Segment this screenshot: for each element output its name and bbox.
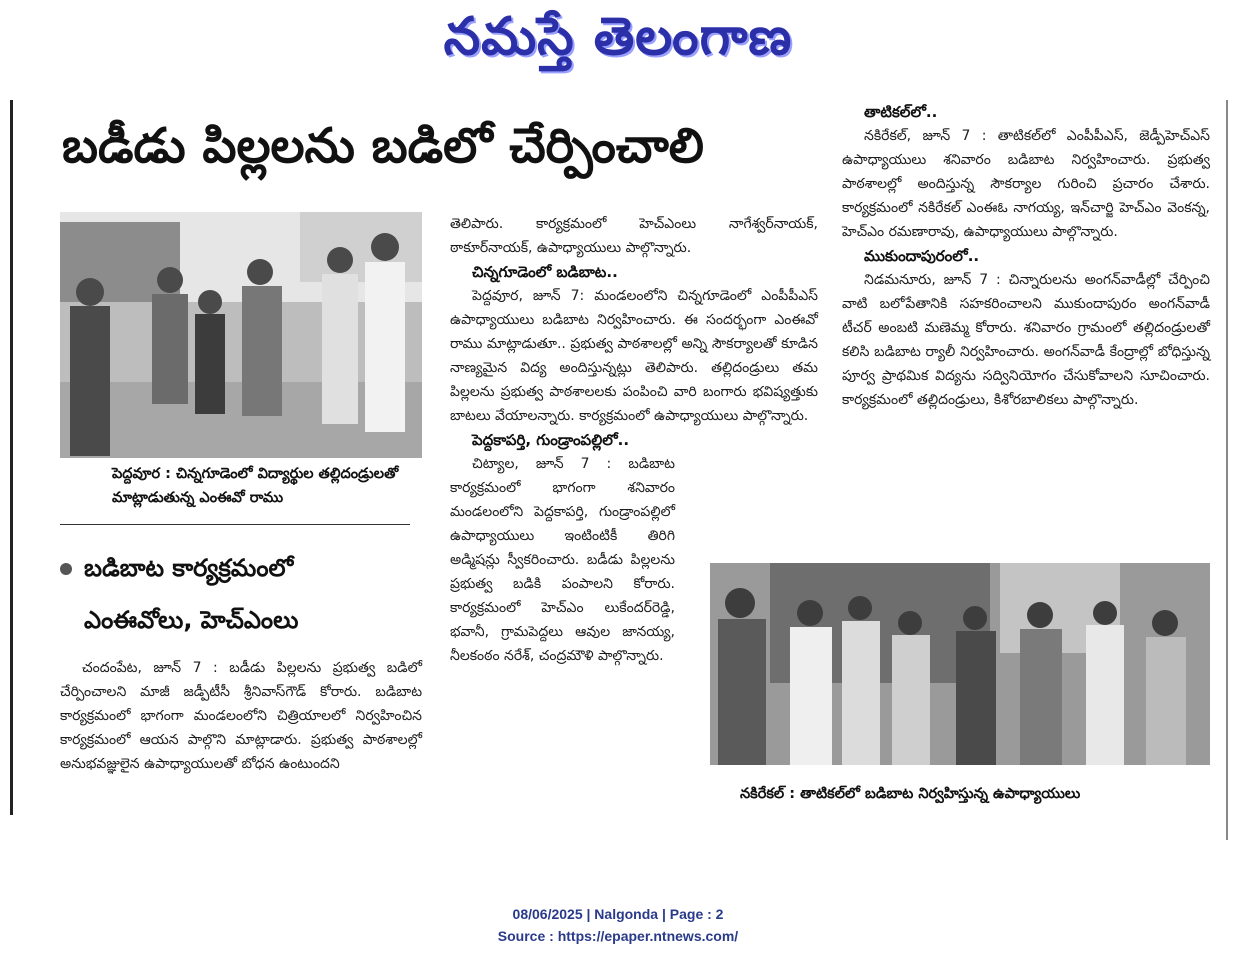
footer-source-link[interactable]: Source : https://epaper.ntnews.com/ <box>497 928 739 944</box>
sub-story-headline: బడిబాట కార్యక్రమంలో <box>60 554 430 588</box>
section-heading-tatikal: తాటికల్‌లో.. <box>864 103 938 121</box>
right-news-photo <box>710 563 1210 765</box>
page-edge-rule-right <box>1226 100 1228 840</box>
section-heading-chinnagudem: చిన్నగూడెంలో బడిబాట.. <box>472 263 618 281</box>
newspaper-masthead: నమస్తే తెలంగాణ <box>443 6 793 67</box>
middle-intro: తెలిపారు. కార్యక్రమంలో హెచ్‌ఎంలు నాగేశ్వర్‌నాయక్, ఠాకూర్‌నాయక్, ఉపాధ్యాయులు పాల్గొన్నారు. <box>450 216 818 256</box>
sub-story-headline-line2: ఎంఈవోలు, హెచ్‌ఎంలు <box>84 606 299 634</box>
left-news-photo <box>60 212 422 458</box>
section-heading-mukundapuram: ముకుందాపురంలో.. <box>864 247 980 265</box>
article-headline: బడీడు పిల్లలను బడిలో చేర్పించాలి <box>62 118 704 174</box>
bullet-icon <box>60 563 72 575</box>
right-photo-caption: నకిరేకల్ : తాటికల్‌లో బడిబాట నిర్వహిస్తున్న ఉపాధ్యాయులు <box>740 786 1081 802</box>
section-heading-peddakaparthi: పెద్దకాపర్తి, గుండ్రాంపల్లిలో.. <box>472 431 630 449</box>
section-body-chinnagudem: పెద్దవూర, జూన్ 7: మండలంలోని చిన్నగూడెంలో ఎంపీపీఎస్ ఉపాధ్యాయులు బడిబాట నిర్వహించారు. ఈ సందర్భంగా ఎంఈవో రాము మాట్లాడుతూ.. ప్రభుత్వ పాఠశాలల్లో అన్ని సౌకర్యాలతో కూడిన నాణ్యమైన విద్య అందిస్తున్నట్లు తెలిపారు. తల్లిదండ్రులు తమ పిల్లలను ప్రభుత్వ పాఠశాలలకు పంపించి వారి బంగారు భవిష్యత్తుకు బాటలు వేయాలన్నారు. కార్యక్రమంలో ఉపాధ్యాయులు పాల్గొన్నారు. <box>450 288 818 424</box>
section-body-mukundapuram: నిడమనూరు, జూన్ 7 : చిన్నారులను అంగన్‌వాడీల్లో చేర్పించి వాటి బలోపేతానికి సహకరించాలని ముకుందాపురం అంగన్‌వాడీ టీచర్ అంబటి మణెమ్మ కోరారు. శనివారం గ్రామంలో తల్లిదండ్రులతో కలిసి బడిబాట ర్యాలీ నిర్వహించారు. అంగన్‌వాడీ కేంద్రాల్లో బోధిస్తున్న పూర్వ ప్రాథమిక విద్యను సద్వినియోగం చేసుకోవాలని సూచించారు. కార్యక్రమంలో తల్లిదండ్రులు, కిశోరబాలికలు పాల్గొన్నారు. <box>842 272 1210 408</box>
caption-divider <box>60 524 410 525</box>
section-body-tatikal: నకిరేకల్, జూన్ 7 : తాటికల్‌లో ఎంపీపీఎస్, జెడ్పీహెచ్‌ఎస్ ఉపాధ్యాయులు శనివారం బడిబాట నిర్వహించారు. ప్రభుత్వ పాఠశాలల్లో అందిస్తున్న సౌకర్యాల గురించి ప్రచారం చేశారు. కార్యక్రమంలో నకిరేకల్ ఎంఈఓ నాగయ్య, ఇన్‌చార్జి హెచ్‌ఎం వెంకన్న, హెచ్‌ఎం రమణారావు, ఉపాధ్యాయులు పాల్గొన్నారు. <box>842 128 1210 240</box>
sub-story-body: చందంపేట, జూన్ 7 : బడీడు పిల్లలను ప్రభుత్వ బడిలో చేర్పించాలని మాజీ జడ్పీటీసీ శ్రీనివాస్‌గౌడ్ కోరారు. బడిబాట కార్యక్రమంలో భాగంగా మండలంలోని చిత్రియాలలో నిర్వహించిన కార్యక్రమంలో ఆయన పాల్గొని మాట్లాడారు. ప్రభుత్వ పాఠశాలల్లో అనుభవజ్ఞులైన ఉపాధ్యాయులతో బోధన ఉంటుందని <box>60 660 422 772</box>
footer-date-page: 08/06/2025 | Nalgonda | Page : 2 <box>512 906 724 922</box>
page-edge-rule <box>10 100 13 815</box>
left-photo-caption: పెద్దవూర : చిన్నగూడెంలో విద్యార్థుల తల్లిదండ్రులతో మాట్లాడుతున్న ఎంఈవో రాము <box>112 466 399 506</box>
section-body-peddakaparthi: చిట్యాల, జూన్ 7 : బడిబాట కార్యక్రమంలో భాగంగా శనివారం మండలంలోని పెద్దకాపర్తి, గుండ్రాంపల్లిలో ఉపాధ్యాయులు ఇంటింటికీ తిరిగి అడ్మిషన్లు స్వీకరించారు. బడీడు పిల్లలను ప్రభుత్వ బడికి పంపాలని కోరారు. కార్యక్రమంలో హెచ్‌ఎం లుకేందర్‌రెడ్డి, భవానీ, గ్రామపెద్దలు ఆవుల జానయ్య, నీలకంఠం నరేశ్, చంద్రమౌళి పాల్గొన్నారు. <box>450 456 675 664</box>
right-column <box>842 100 1210 412</box>
